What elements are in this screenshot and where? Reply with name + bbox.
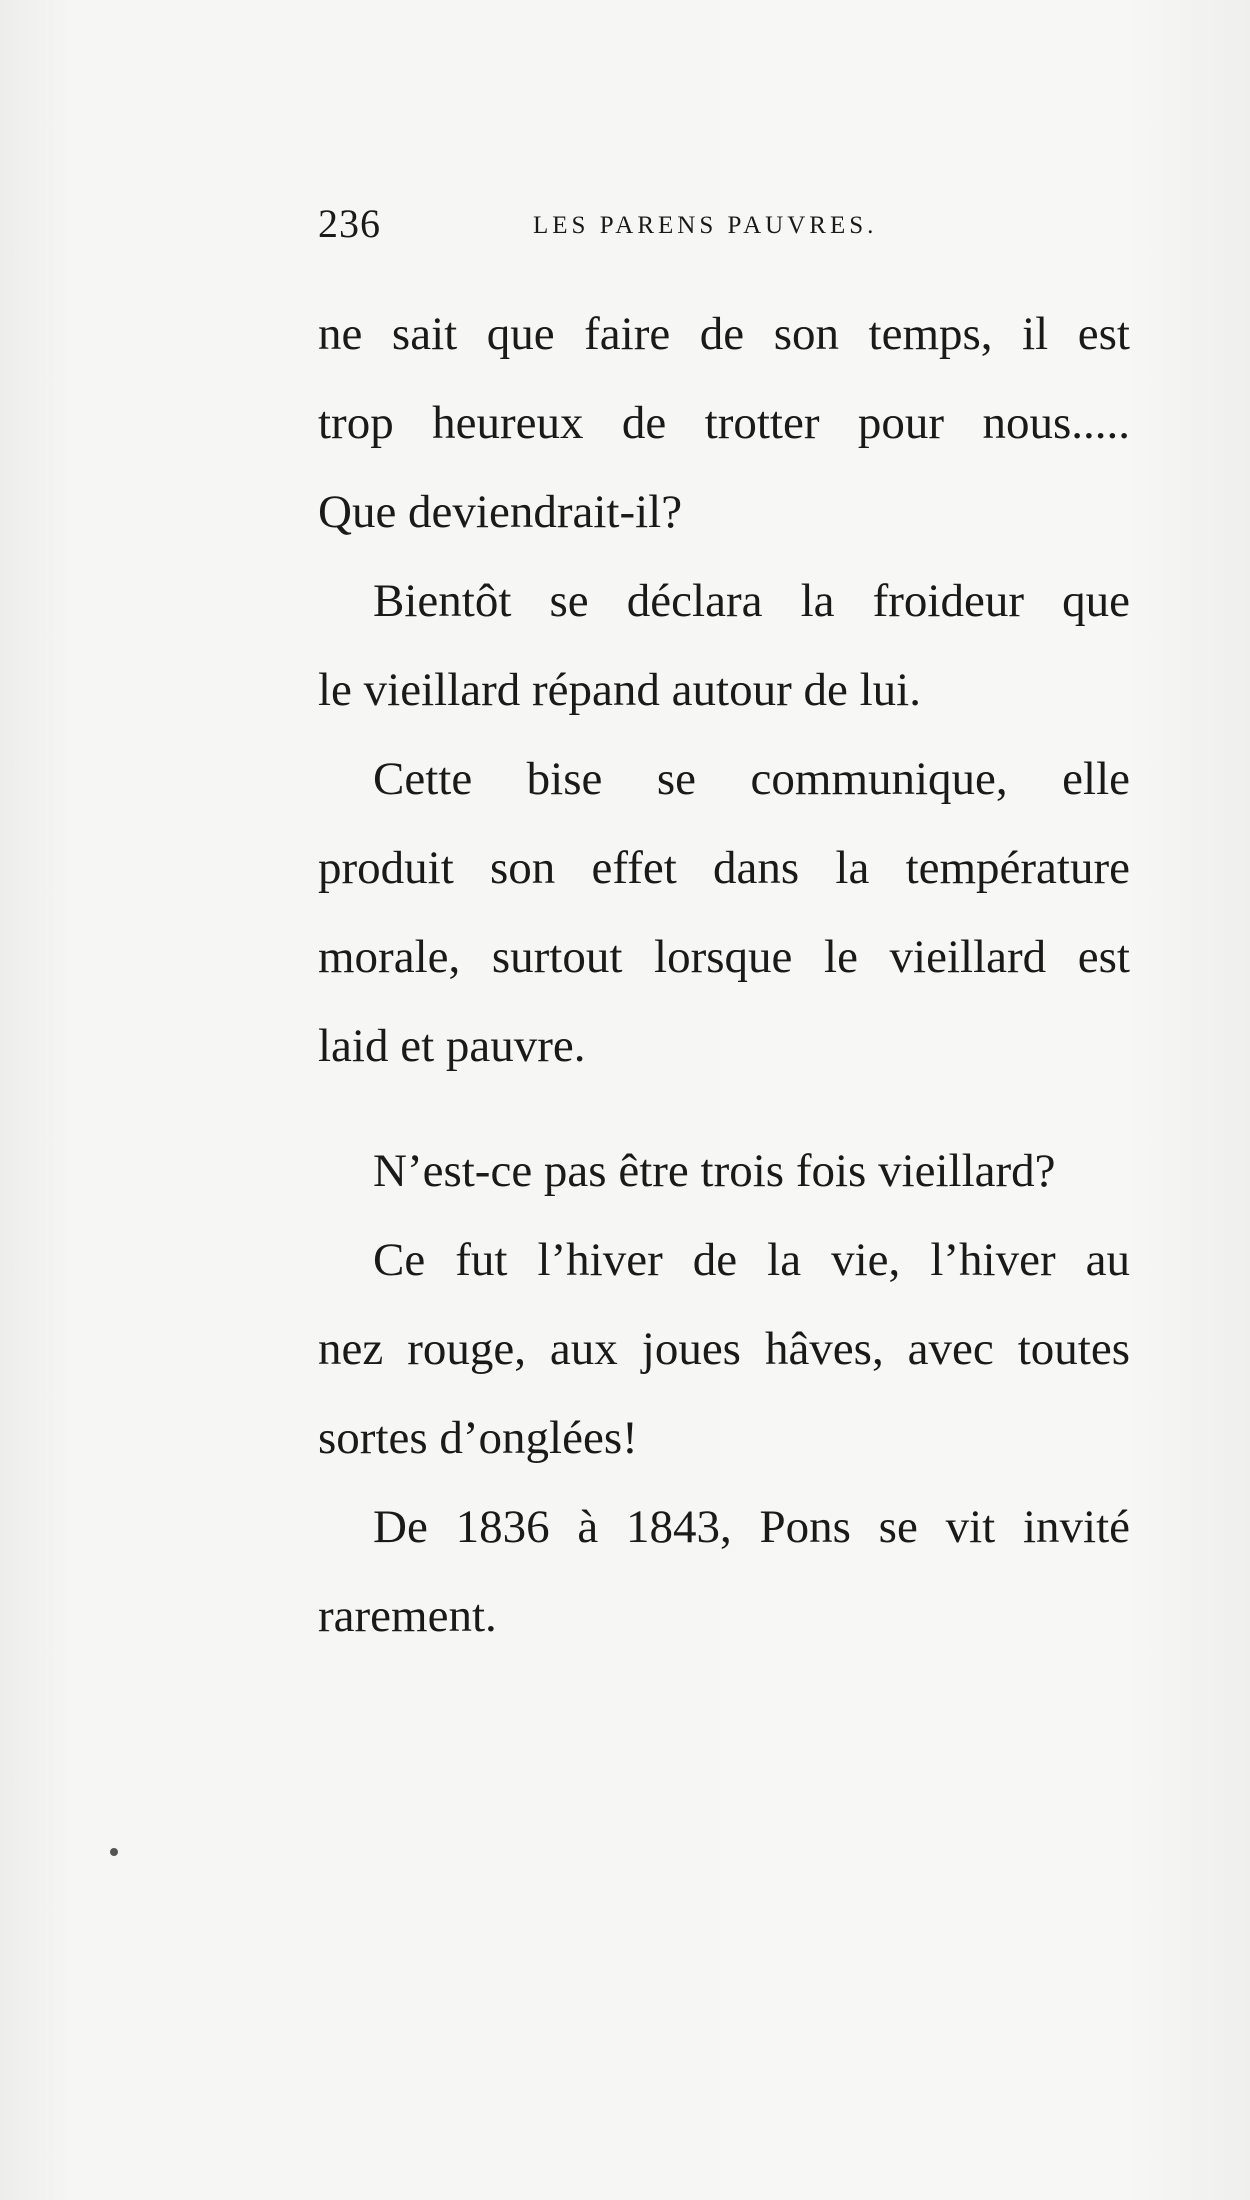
text-line: produit son effet dans la température [318, 842, 1130, 894]
text-line: morale, surtout lorsque le vieillard est [318, 931, 1130, 983]
ink-speck [110, 1848, 118, 1856]
paragraph [318, 735, 1130, 1091]
paragraph [318, 290, 1130, 557]
text-line: sortes d’onglées! [318, 1412, 638, 1464]
running-title: LES PARENS PAUVRES. [533, 212, 878, 239]
text-line: rarement. [318, 1590, 497, 1642]
paragraph-gap [318, 1091, 1130, 1127]
text-line: Cette bise se communique, elle [373, 753, 1130, 805]
text-line: ne sait que faire de son temps, il est [318, 308, 1130, 360]
paragraph [318, 1483, 1130, 1661]
text-line: nez rouge, aux joues hâves, avec toutes [318, 1323, 1130, 1375]
text-line: laid et pauvre. [318, 1020, 586, 1072]
text-line: N’est-ce pas être trois fois vieillard? [373, 1145, 1056, 1197]
page-header [318, 200, 1138, 260]
text-line: Que deviendrait-il? [318, 486, 683, 538]
text-line: trop heureux de trotter pour nous..... [318, 397, 1130, 449]
text-line: le vieillard répand autour de lui. [318, 664, 921, 716]
body-text [318, 290, 1130, 1661]
page-number: 236 [318, 201, 381, 246]
text-line: Bientôt se déclara la froideur que [373, 575, 1130, 627]
text-line: De 1836 à 1843, Pons se vit invité [373, 1501, 1130, 1553]
paragraph [318, 1216, 1130, 1483]
text-line: Ce fut l’hiver de la vie, l’hiver au [373, 1234, 1130, 1286]
paragraph [318, 557, 1130, 735]
paragraph [318, 1127, 1130, 1216]
